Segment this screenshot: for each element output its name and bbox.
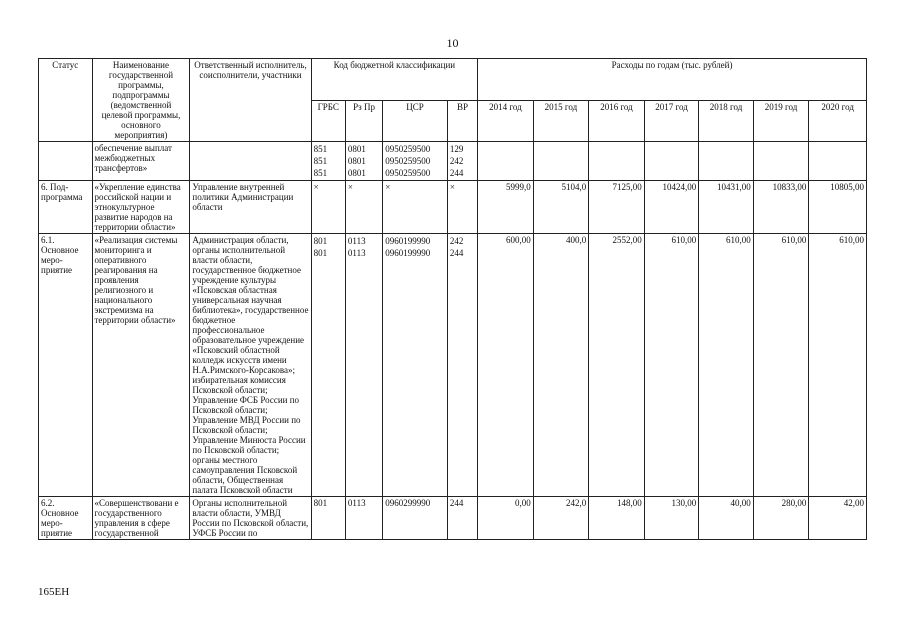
header-expenses: Расходы по годам (тыс. рублей) [478,59,867,101]
cell-grbs [311,142,345,181]
grbs-value: 801 [313,248,328,258]
vr-value: 244 [449,248,464,258]
grbs-value: 801 [313,236,328,246]
footer-code: 165ЕН [38,586,70,598]
cell-year-value: 10833,00 [753,181,809,234]
cell-year-value [478,142,534,181]
cell-rzpr [345,142,382,181]
header-name: Наименование государственной программы, подпрограммы (ведомственной целевой программы, основного мероприятия) [92,59,190,142]
header-year: 2018 год [699,100,754,142]
cell-year-value: 610,00 [699,234,754,497]
cell-year-value: 400,0 [533,234,589,497]
cell-year-value [699,142,754,181]
cell-csr [383,234,448,497]
cell-year-value [589,142,645,181]
header-budget-code: Код бюджетной классификации [311,59,478,101]
cell-year-value: 242,0 [533,497,589,540]
csr-value: 0950259500 [385,144,431,154]
cell-year-value [809,142,867,181]
header-year: 2019 год [753,100,809,142]
header-year: 2020 год [809,100,867,142]
cell-rzpr: × [345,181,382,234]
cell-year-value: 280,00 [753,497,809,540]
rzpr-value: 0113 [347,236,366,246]
rzpr-value: 0113 [347,248,366,258]
vr-value: 129 [449,144,464,154]
cell-csr: × [383,181,448,234]
cell-name: «Реализация системы мониторинга и оперативного реагирования на проявления религиозного и национального экстремизма на территории области» [92,234,190,497]
header-rzpr: Рз Пр [345,100,382,142]
cell-name: «Укрепление единства российской нации и этнокультурное развитие народов на территории области» [92,181,190,234]
cell-year-value: 600,00 [478,234,534,497]
vr-value: 242 [449,236,464,246]
cell-name: обеспечение выплат межбюджетных трансфертов» [92,142,190,181]
header-year: 2015 год [533,100,589,142]
table-row [39,497,867,540]
cell-year-value: 2552,00 [589,234,645,497]
header-grbs: ГРБС [311,100,345,142]
header-year: 2014 год [478,100,534,142]
csr-value: 0960199990 [385,236,431,246]
cell-csr [383,142,448,181]
cell-year-value [533,142,589,181]
csr-value: 0950259500 [385,156,431,166]
header-csr: ЦСР [383,100,448,142]
cell-year-value: 610,00 [809,234,867,497]
table-row [39,181,867,234]
cell-year-value [753,142,809,181]
cell-status: 6.2. Основное меро-приятие [39,497,93,540]
cell-year-value: 10424,00 [644,181,699,234]
cell-year-value: 10805,00 [809,181,867,234]
rzpr-value: 0801 [347,168,366,178]
table-row [39,142,867,181]
header-status: Статус [39,59,93,142]
cell-vr [447,142,477,181]
cell-year-value: 42,00 [809,497,867,540]
cell-year-value: 40,00 [699,497,754,540]
cell-executor [190,142,311,181]
cell-vr [447,234,477,497]
cell-year-value: 5104,0 [533,181,589,234]
cell-year-value: 7125,00 [589,181,645,234]
cell-executor: Управление внутренней политики Администрации области [190,181,311,234]
csr-value: 0950259500 [385,168,431,178]
cell-year-value: 130,00 [644,497,699,540]
page-number: 10 [446,36,459,50]
cell-year-value: 0,00 [478,497,534,540]
rzpr-value: 0801 [347,144,366,154]
grbs-value: 851 [313,144,328,154]
cell-rzpr: 0113 [345,497,382,540]
cell-year-value: 5999,0 [478,181,534,234]
cell-vr: 244 [447,497,477,540]
cell-year-value: 610,00 [644,234,699,497]
cell-vr: × [447,181,477,234]
cell-year-value: 10431,00 [699,181,754,234]
rzpr-value: 0801 [347,156,366,166]
cell-year-value: 148,00 [589,497,645,540]
header-vr: ВР [447,100,477,142]
cell-name: «Совершенствовани е государственного управления в сфере государственной [92,497,190,540]
cell-grbs [311,234,345,497]
grbs-value: 851 [313,168,328,178]
header-executor: Ответственный исполнитель, соисполнители, участники [190,59,311,142]
header-year: 2016 год [589,100,645,142]
cell-status: 6. Под-программа [39,181,93,234]
cell-executor: Администрация области, органы исполнительной власти области, государственное бюджетное учреждение культуры «Псковская областная универсальная научная библиотека», государственное бюджетное профессиональное образовательное учреждение «Псковский областной колледж искусств имени Н.А.Римского-Корсакова»; избирательная комиссия Псковской области; Управление ФСБ России по Псковской области; Управление МВД России по Псковской области; Управление Минюста России по Псковской области; органы местного самоуправления Псковской области, Общественная палата Псковской области [190,234,311,497]
cell-status: 6.1. Основное меро-приятие [39,234,93,497]
header-year: 2017 год [644,100,699,142]
vr-value: 244 [449,168,464,178]
vr-value: 242 [449,156,464,166]
cell-year-value [644,142,699,181]
cell-year-value: 610,00 [753,234,809,497]
cell-grbs: × [311,181,345,234]
table-row [39,234,867,497]
cell-rzpr [345,234,382,497]
grbs-value: 851 [313,156,328,166]
cell-grbs: 801 [311,497,345,540]
cell-csr: 0960299990 [383,497,448,540]
cell-status [39,142,93,181]
cell-executor: Органы исполнительной власти области, УМВД России по Псковской области, УФСБ России по [190,497,311,540]
budget-table [38,58,867,540]
csr-value: 0960199990 [385,248,431,258]
